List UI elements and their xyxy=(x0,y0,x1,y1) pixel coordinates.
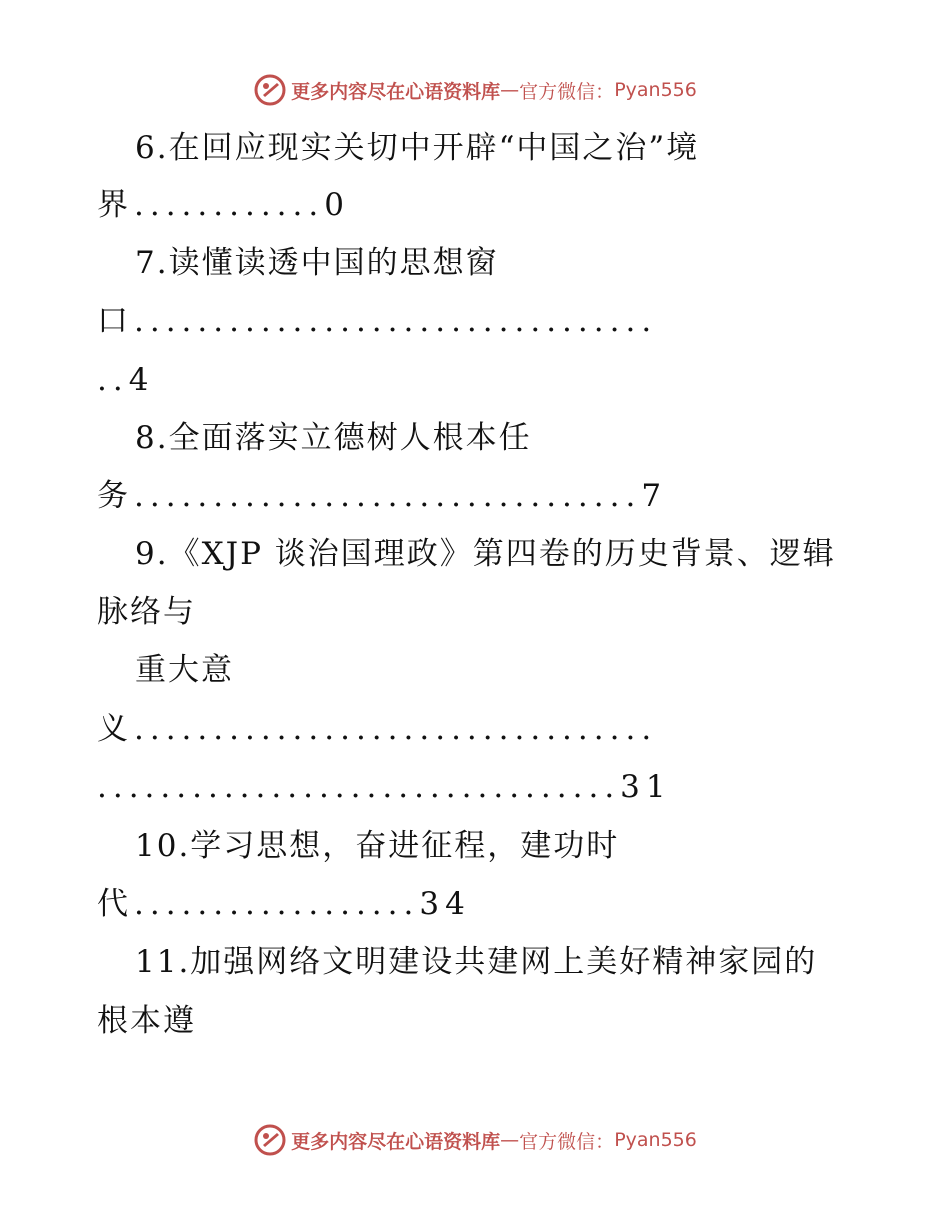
toc-entry-11-title[interactable]: 11.加强网络文明建设共建网上美好精神家园的 xyxy=(135,944,818,980)
watermark-dash: — xyxy=(500,79,520,101)
watermark-brand: 更多内容尽在心语资料库 xyxy=(291,1130,501,1153)
watermark-handle: Pyan556 xyxy=(614,79,697,101)
toc-entry-6-title[interactable]: 6.在回应现实关切中开辟“中国之治”境 xyxy=(135,130,700,166)
toc-entry-9-title-cont[interactable]: 脉络与 xyxy=(97,594,196,630)
footer-watermark xyxy=(0,1120,950,1160)
logo-icon xyxy=(253,73,287,107)
watermark-brand: 更多内容尽在心语资料库 xyxy=(291,80,501,103)
toc-entry-9-title[interactable]: 9.《XJP 谈治国理政》第四卷的历史背景、逻辑 xyxy=(135,536,836,572)
watermark-label: 官方微信： xyxy=(519,1130,615,1153)
toc-entry-8-page[interactable]: 务................................7 xyxy=(97,478,668,514)
toc-entry-10-page[interactable]: 代..................34 xyxy=(97,886,471,922)
toc-entry-7-dots[interactable]: 口................................. xyxy=(97,303,658,339)
watermark-handle: Pyan556 xyxy=(614,1129,697,1151)
watermark-label: 官方微信： xyxy=(519,80,615,103)
toc-entry-6-page[interactable]: 界............0 xyxy=(97,187,350,223)
toc-entry-10-title[interactable]: 10.学习思想，奋进征程，建功时 xyxy=(135,828,620,864)
toc-entry-7-title[interactable]: 7.读懂读透中国的思想窗 xyxy=(135,245,499,281)
logo-icon xyxy=(253,1123,287,1157)
toc-entry-9-page[interactable]: .................................31 xyxy=(97,769,672,805)
watermark-dash: — xyxy=(500,1129,520,1151)
header-watermark xyxy=(0,70,950,110)
toc-entry-9-dots[interactable]: 义................................. xyxy=(97,711,658,747)
toc-entry-7-page[interactable]: ..4 xyxy=(97,362,155,398)
toc-entry-11-title-cont[interactable]: 根本遵 xyxy=(97,1003,196,1039)
toc-entry-9-title-cont2[interactable]: 重大意 xyxy=(135,652,234,688)
toc-entry-8-title[interactable]: 8.全面落实立德树人根本任 xyxy=(135,420,532,456)
